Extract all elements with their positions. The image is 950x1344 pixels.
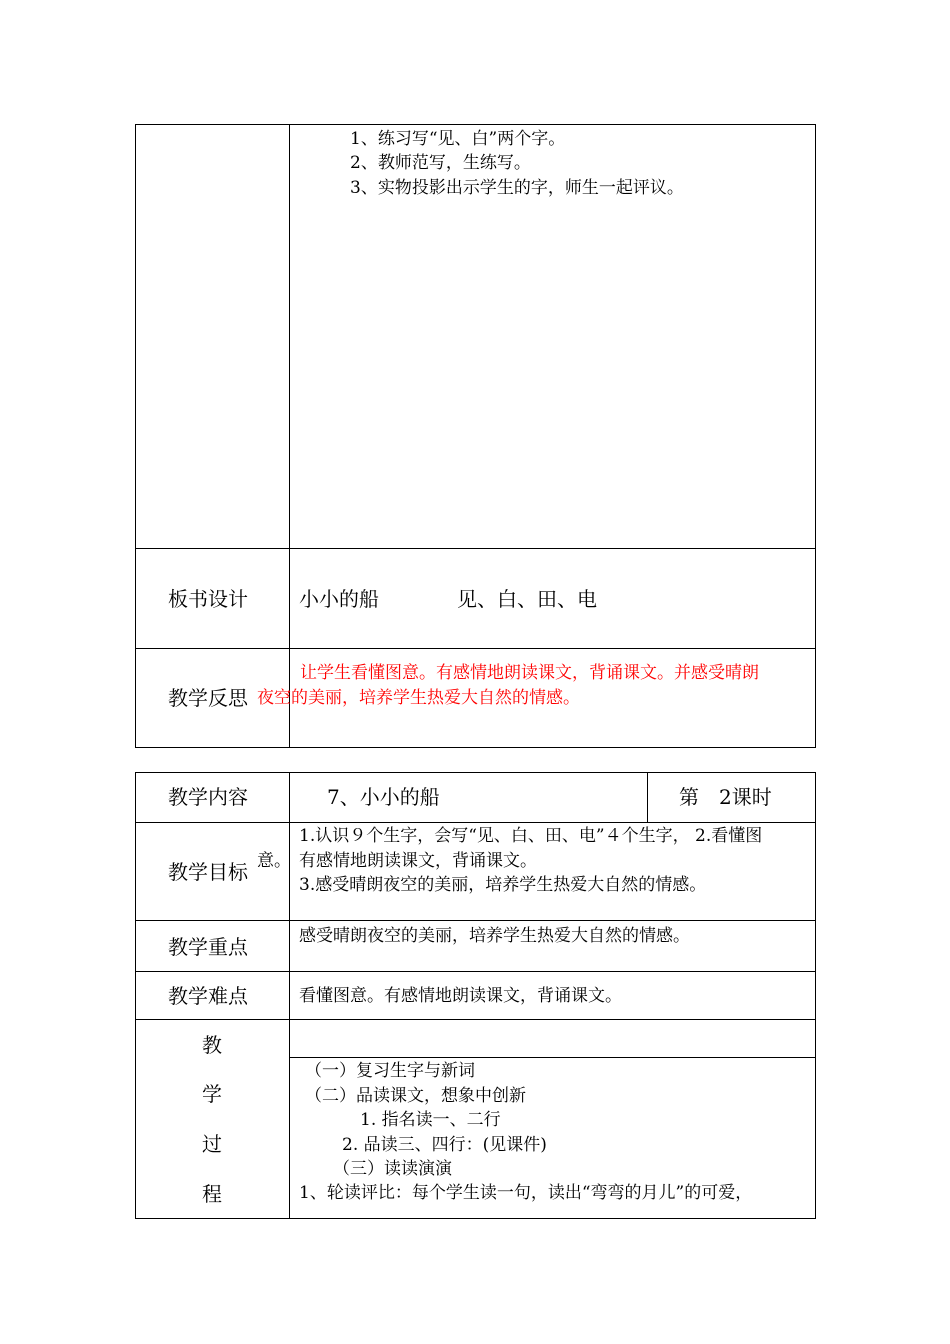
- reflection-label: 教学反思: [168, 686, 248, 710]
- table-2-process-divider: [289, 1057, 816, 1058]
- table-1: [135, 124, 816, 748]
- key-point-label: 教学重点: [168, 935, 248, 959]
- board-design-title: 小小的船: [299, 587, 379, 611]
- goal-line-2: 有感情地朗读课文，背诵课文。: [299, 851, 537, 871]
- process-label-char: 过: [202, 1132, 222, 1156]
- difficulty-label: 教学难点: [168, 984, 248, 1008]
- table-2-row-divider: [135, 920, 816, 921]
- table-2-lesson-divider: [647, 772, 648, 822]
- table-1-row-divider: [135, 648, 816, 649]
- goal-line-3: 3.感受晴朗夜空的美丽，培养学生热爱大自然的情感。: [299, 875, 707, 895]
- table-1-column-divider: [289, 124, 290, 748]
- process-step: （三）读读演演: [333, 1159, 452, 1179]
- process-label-char: 学: [202, 1082, 222, 1106]
- content-value: 7、小小的船: [327, 785, 440, 809]
- process-step: （二）品读课文，想象中创新: [305, 1086, 526, 1106]
- goal-label: 教学目标: [168, 860, 248, 884]
- writing-step: 1、练习写“见、白”两个字。: [350, 129, 566, 149]
- reflection-text-line-2: 夜空的美丽，培养学生热爱大自然的情感。: [257, 688, 580, 708]
- writing-step: 2、教师范写，生练写。: [350, 153, 531, 173]
- key-point-value: 感受晴朗夜空的美丽，培养学生热爱大自然的情感。: [299, 926, 690, 946]
- board-design-label: 板书设计: [168, 587, 248, 611]
- content-label: 教学内容: [168, 785, 248, 809]
- writing-step: 3、实物投影出示学生的字，师生一起评议。: [350, 178, 684, 198]
- process-label-char: 程: [202, 1182, 222, 1206]
- lesson-number: 第 2课时: [679, 785, 772, 809]
- table-2-row-divider: [135, 1019, 816, 1020]
- board-design-characters: 见、白、田、电: [457, 587, 597, 611]
- table-2-column-divider: [289, 772, 290, 1219]
- goal-overflow: 意。: [257, 851, 291, 871]
- reflection-text-line-1: 让学生看懂图意。有感情地朗读课文，背诵课文。并感受晴朗: [300, 663, 759, 683]
- difficulty-value: 看懂图意。有感情地朗读课文，背诵课文。: [299, 986, 622, 1006]
- process-step: 1. 指名读一、二行: [360, 1110, 501, 1130]
- process-step: 2. 品读三、四行：(见课件): [342, 1135, 547, 1155]
- table-2-row-divider: [135, 822, 816, 823]
- table-2-row-divider: [135, 971, 816, 972]
- table-1-row-divider: [135, 548, 816, 549]
- process-label-char: 教: [202, 1033, 222, 1057]
- process-step: 1、轮读评比：每个学生读一句，读出“弯弯的月儿”的可爱，: [299, 1183, 753, 1203]
- goal-line-1: 1.认识９个生字，会写“见、白、田、电”４个生字， 2.看懂图: [299, 826, 763, 846]
- process-step: （一）复习生字与新词: [305, 1061, 475, 1081]
